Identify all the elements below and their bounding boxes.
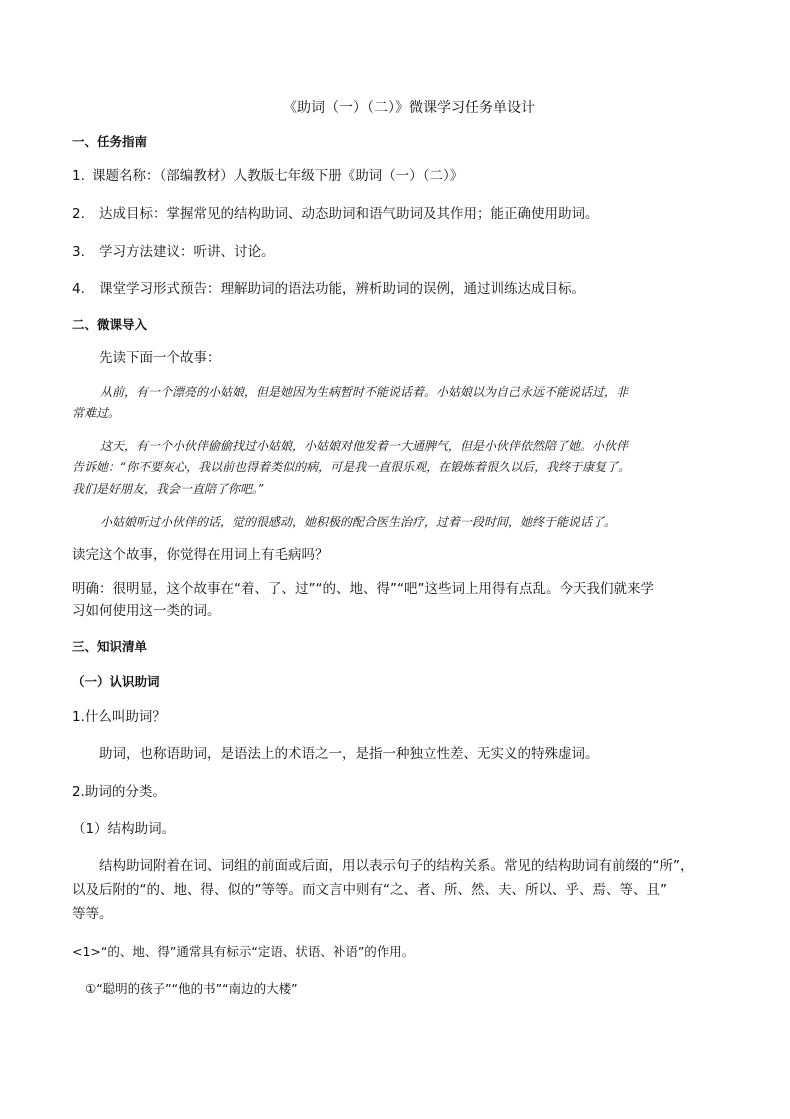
- story-line: 从前，有一个漂亮的小姑娘，但是她因为生病暂时不能说话着。小姑娘以为自己永远不能说话过，非: [100, 385, 629, 399]
- answer-line: 习如何使用这一类的词。: [72, 603, 221, 619]
- section-heading-knowledge: 三、知识清单: [72, 639, 148, 654]
- question-particle-types: 2.助词的分类。: [72, 784, 166, 800]
- category-structural-particles: （1）结构助词。: [72, 821, 176, 837]
- story-question: 读完这个故事，你觉得在用词上有毛病吗？: [72, 547, 329, 563]
- item-number: 4.: [72, 281, 85, 297]
- point-de-di-de: <1>“的、地、得”通常具有标示“定语、状语、补语”的作用。: [72, 944, 415, 959]
- story-line: 小姑娘听过小伙伴的话，觉的很感动，她积极的配合医生治疗，过着一段时间，她终于能说话了。: [100, 515, 617, 529]
- section-heading-intro: 二、微课导入: [72, 317, 148, 332]
- paragraph-line: 结构助词附着在词、词组的前面或后面，用以表示句子的结构关系。常见的结构助词有前缀的“所”，: [99, 858, 694, 874]
- item-preview: 课堂学习形式预告：理解助词的语法功能，辨析助词的误例，通过训练达成目标。: [99, 281, 585, 297]
- answer-line: 明确：很明显，这个故事在“着、了、过”“的、地、得”“吧”这些词上用得有点乱。今天我们就来学: [72, 581, 654, 597]
- paragraph-line: 等等。: [72, 906, 113, 922]
- particle-definition: 助词，也称语助词，是语法上的术语之一，是指一种独立性差、无实义的特殊虚词。: [99, 746, 599, 762]
- story-line: 这天，有一个小伙伴偷偷找过小姑娘，小姑娘对他发着一大通脾气，但是小伙伴依然陪了她。小伙伴: [100, 439, 629, 453]
- section-heading-task-guide: 一、任务指南: [72, 134, 148, 149]
- example-line: ①“聪明的孩子”“他的书”“南边的大楼”: [85, 981, 298, 996]
- item-number: 1.: [72, 168, 85, 184]
- story-line: 告诉她：“你不要灰心，我以前也得着类似的病，可是我一直很乐观，在锻炼着很久以后，我终于康复了。: [72, 460, 631, 474]
- question-what-is-particle: 1.什么叫助词？: [72, 709, 166, 725]
- item-method: 学习方法建议：听讲、讨论。: [99, 244, 275, 260]
- document-title: 《助词（一）（二）》微课学习任务单设计: [283, 100, 535, 116]
- item-goal: 达成目标：掌握常见的结构助词、动态助词和语气助词及其作用；能正确使用助词。: [99, 206, 599, 222]
- item-topic-name: 课题名称：（部编教材）人教版七年级下册《助词（一）（二）》: [92, 168, 464, 184]
- paragraph-line: 以及后附的“的、地、得、似的”等等。而文言中则有“之、者、所、然、夫、所以、乎、焉、等、且”: [72, 882, 667, 898]
- item-number: 2.: [72, 206, 85, 222]
- subheading-understand-particles: （一）认识助词: [72, 674, 160, 689]
- item-number: 3.: [72, 244, 85, 260]
- story-intro: 先读下面一个故事：: [99, 350, 221, 366]
- story-line: 常难过。: [72, 406, 121, 420]
- story-line: 我们是好朋友，我会一直陪了你吧。”: [72, 482, 265, 496]
